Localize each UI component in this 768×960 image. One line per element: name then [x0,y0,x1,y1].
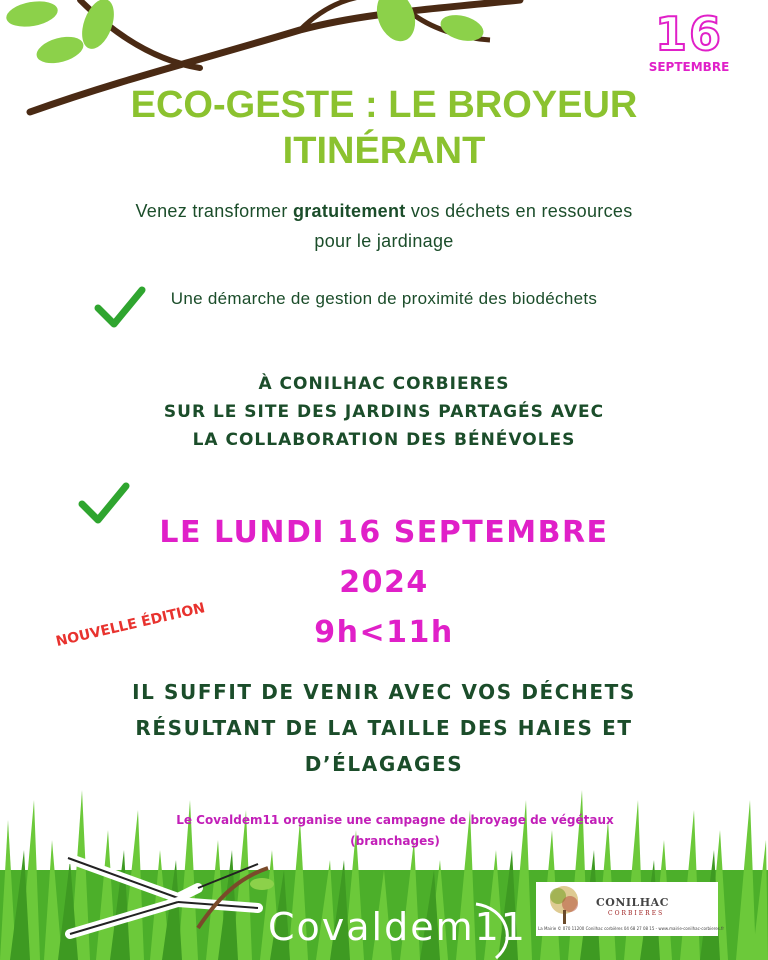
covaldem-logo: Covaldem11 [268,905,527,949]
event-day: LE LUNDI 16 SEPTEMBRE [159,515,609,550]
new-edition-label: NOUVELLE ÉDITION [54,600,207,650]
location-line-3: LA COLLABORATION DES BÉNÉVOLES [192,430,576,450]
event-date [100,508,668,658]
location-text [110,370,658,454]
intro-bold: gratuitement [292,201,406,221]
instructions-line-1: IL SUFFIT DE VENIR AVEC VOS DÉCHETS [132,680,636,704]
checkmark-icon [92,282,148,334]
conilhac-logo [536,882,725,936]
title-line-1: ECO-GESTE : LE BROYEUR [130,84,638,126]
covaldem-ring-icon [466,900,516,960]
shears-icon [58,838,278,948]
title-line-2: ITINÉRANT [282,130,486,172]
approach-text: Une démarche de gestion de proximité des biodéchets [170,289,598,308]
tree-icon [538,884,594,928]
event-time: 9h<11h [314,615,454,650]
location-line-2: SUR LE SITE DES JARDINS PARTAGÉS AVEC [163,402,605,422]
intro-after: vos déchets en ressources pour le jardinage [314,201,633,251]
location-line-1: À CONILHAC CORBIERES [258,374,510,394]
intro-before: Venez transformer [135,201,293,221]
conilhac-subtitle: CORBIERES [608,910,665,917]
event-year: 2024 [339,565,429,600]
instructions-line-3: D’ÉLAGAGES [304,752,464,776]
badge-day: 16 [654,7,723,61]
badge-month: SEPTEMBRE [648,60,730,74]
page-title [60,82,708,174]
intro-text [120,196,648,256]
conilhac-footer: La Mairie © 070 11200 Conilhac corbières 04 68 27 08 15 - www.mairie-conilhac-corbieres.fr [538,926,725,931]
date-badge [634,8,744,74]
organizer-note: Le Covaldem11 organise une campagne de broyage de végétaux (branchages) [176,813,614,848]
conilhac-name: CONILHAC [596,896,669,909]
instructions-line-2: RÉSULTANT DE LA TAILLE DES HAIES ET [135,716,633,740]
